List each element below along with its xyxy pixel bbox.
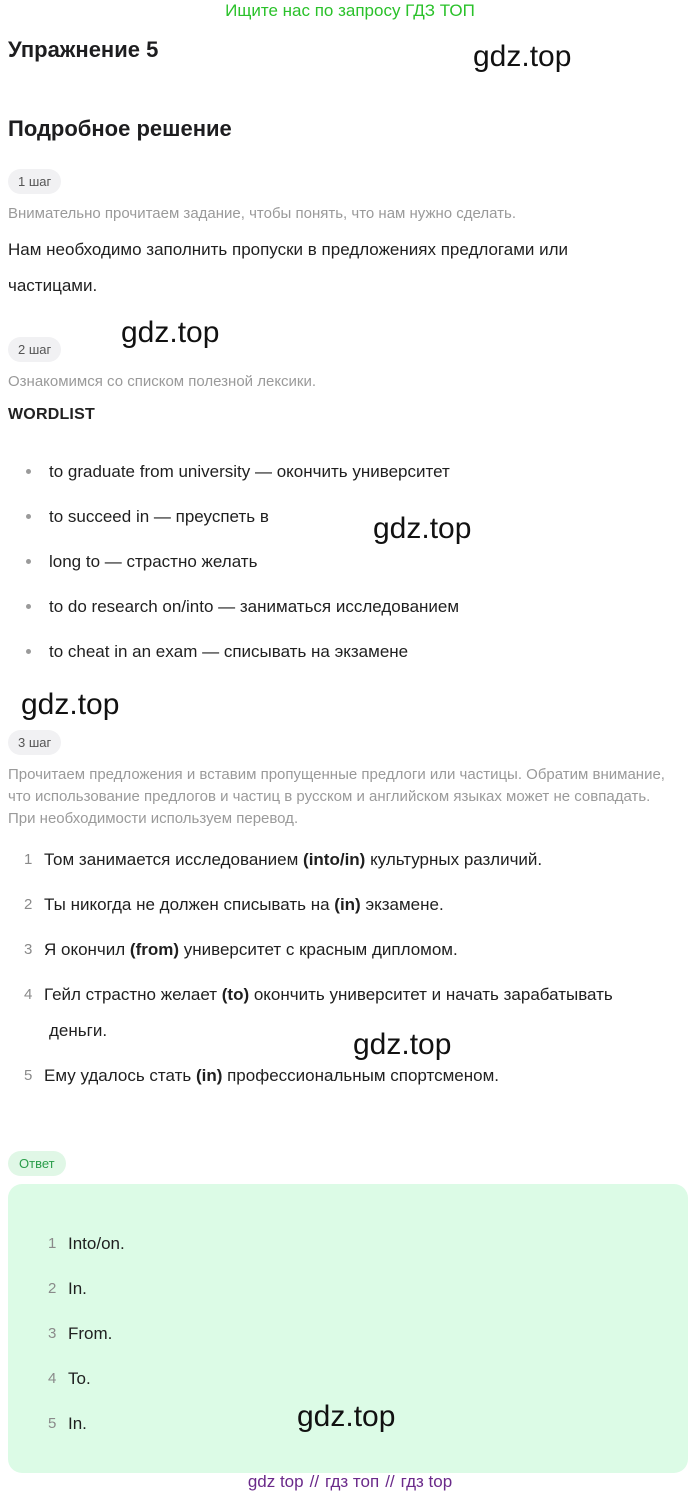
sentence-text: Гейл страстно желает [44,985,222,1004]
list-item [38,1221,125,1266]
item-number: 4 [24,986,33,1003]
step-hint: Прочитаем предложения и вставим пропущенные предлоги или частицы. Обратим внимание, что использование предлогов и частиц в русском и английском языках может не совпадать. При необходимости используем перевод. [8,766,665,827]
watermark: gdz.top [473,40,572,73]
item-number: 2 [24,896,33,913]
sentence-text: Ему удалось стать [44,1066,196,1085]
watermark: gdz.top [297,1400,396,1433]
sentence-text: Том занимается исследованием [44,850,304,869]
watermark: gdz.top [353,1028,452,1061]
item-number: 1 [48,1235,57,1252]
page-title: Упражнение 5 [8,37,159,62]
watermark: gdz.top [373,512,472,545]
footer-link[interactable]: гдз топ [325,1472,380,1491]
step-badge: 2 шаг [8,337,61,362]
section-title: Подробное решение [8,116,232,141]
list-item [8,1058,688,1094]
bullet-icon [26,649,31,654]
answer-text: In. [68,1414,87,1433]
sentence-text: профессиональным спортсменом. [222,1066,499,1085]
list-item-text: to cheat in an exam — списывать на экзамене [49,642,409,661]
step-text: Нам необходимо заполнить пропуски в предложениях предлогами или частицами. [8,240,569,295]
item-number: 3 [48,1325,57,1342]
sentence-text: университет с красным дипломом. [179,940,458,959]
footer-separator: // [309,1472,320,1491]
answer-text: Into/on. [68,1234,125,1253]
sentence-text: деньги. [49,1021,108,1040]
footer-link[interactable]: гдз top [400,1472,453,1491]
list-item [22,449,682,494]
list-item-text: to do research on/into — заниматься исследованием [49,597,460,616]
bullet-icon [26,514,31,519]
list-item-text: long to — страстно желать [49,552,258,571]
sentence-list [8,842,688,1103]
footer-separator: // [385,1472,395,1491]
answer-list [38,1221,125,1446]
footer [0,1472,700,1492]
sentence-text: Я окончил [44,940,130,959]
list-item [38,1401,125,1446]
item-number: 5 [48,1415,57,1432]
item-number: 4 [48,1370,57,1387]
list-item-text: to graduate from university — окончить университет [49,462,450,481]
list-item [8,932,688,968]
wordlist-title: WORDLIST [8,406,95,423]
watermark: gdz.top [21,688,120,721]
list-item [38,1311,125,1356]
step-badge: 1 шаг [8,169,61,194]
bullet-icon [26,604,31,609]
footer-link[interactable]: gdz top [247,1472,304,1491]
answer-text: From. [68,1324,113,1343]
bullet-icon [26,559,31,564]
list-item [8,842,688,878]
answer-text: In. [68,1279,87,1298]
list-item [22,539,682,584]
item-number: 2 [48,1280,57,1297]
sentence-text: Ты никогда не должен списывать на [44,895,335,914]
watermark: gdz.top [121,316,220,349]
sentence-answer: (from) [129,940,180,959]
list-item [8,887,688,923]
step-hint: Ознакомимся со списком полезной лексики. [8,373,317,390]
wordlist [22,449,682,674]
list-item [22,494,682,539]
answer-text: To. [68,1369,91,1388]
list-item [38,1266,125,1311]
list-item-text: to succeed in — преуспеть в [49,507,269,526]
answer-badge: Ответ [8,1151,66,1176]
step-hint: Внимательно прочитаем задание, чтобы понять, что нам нужно сделать. [8,205,517,222]
sentence-answer: (in) [195,1066,223,1085]
sentence-text: окончить университет и начать зарабатывать [249,985,613,1004]
item-number: 1 [24,851,33,868]
sentence-answer: (in) [334,895,361,914]
top-banner[interactable]: Ищите нас по запросу ГДЗ ТОП [225,1,475,20]
step-badge: 3 шаг [8,730,61,755]
item-number: 3 [24,941,33,958]
list-item [38,1356,125,1401]
list-item [22,584,682,629]
sentence-text: культурных различий. [365,850,543,869]
sentence-answer: (to) [221,985,250,1004]
bullet-icon [26,469,31,474]
sentence-answer: (into/in) [303,850,366,869]
list-item [8,977,688,1049]
list-item [22,629,682,674]
item-number: 5 [24,1067,33,1084]
sentence-text: экзамене. [360,895,444,914]
